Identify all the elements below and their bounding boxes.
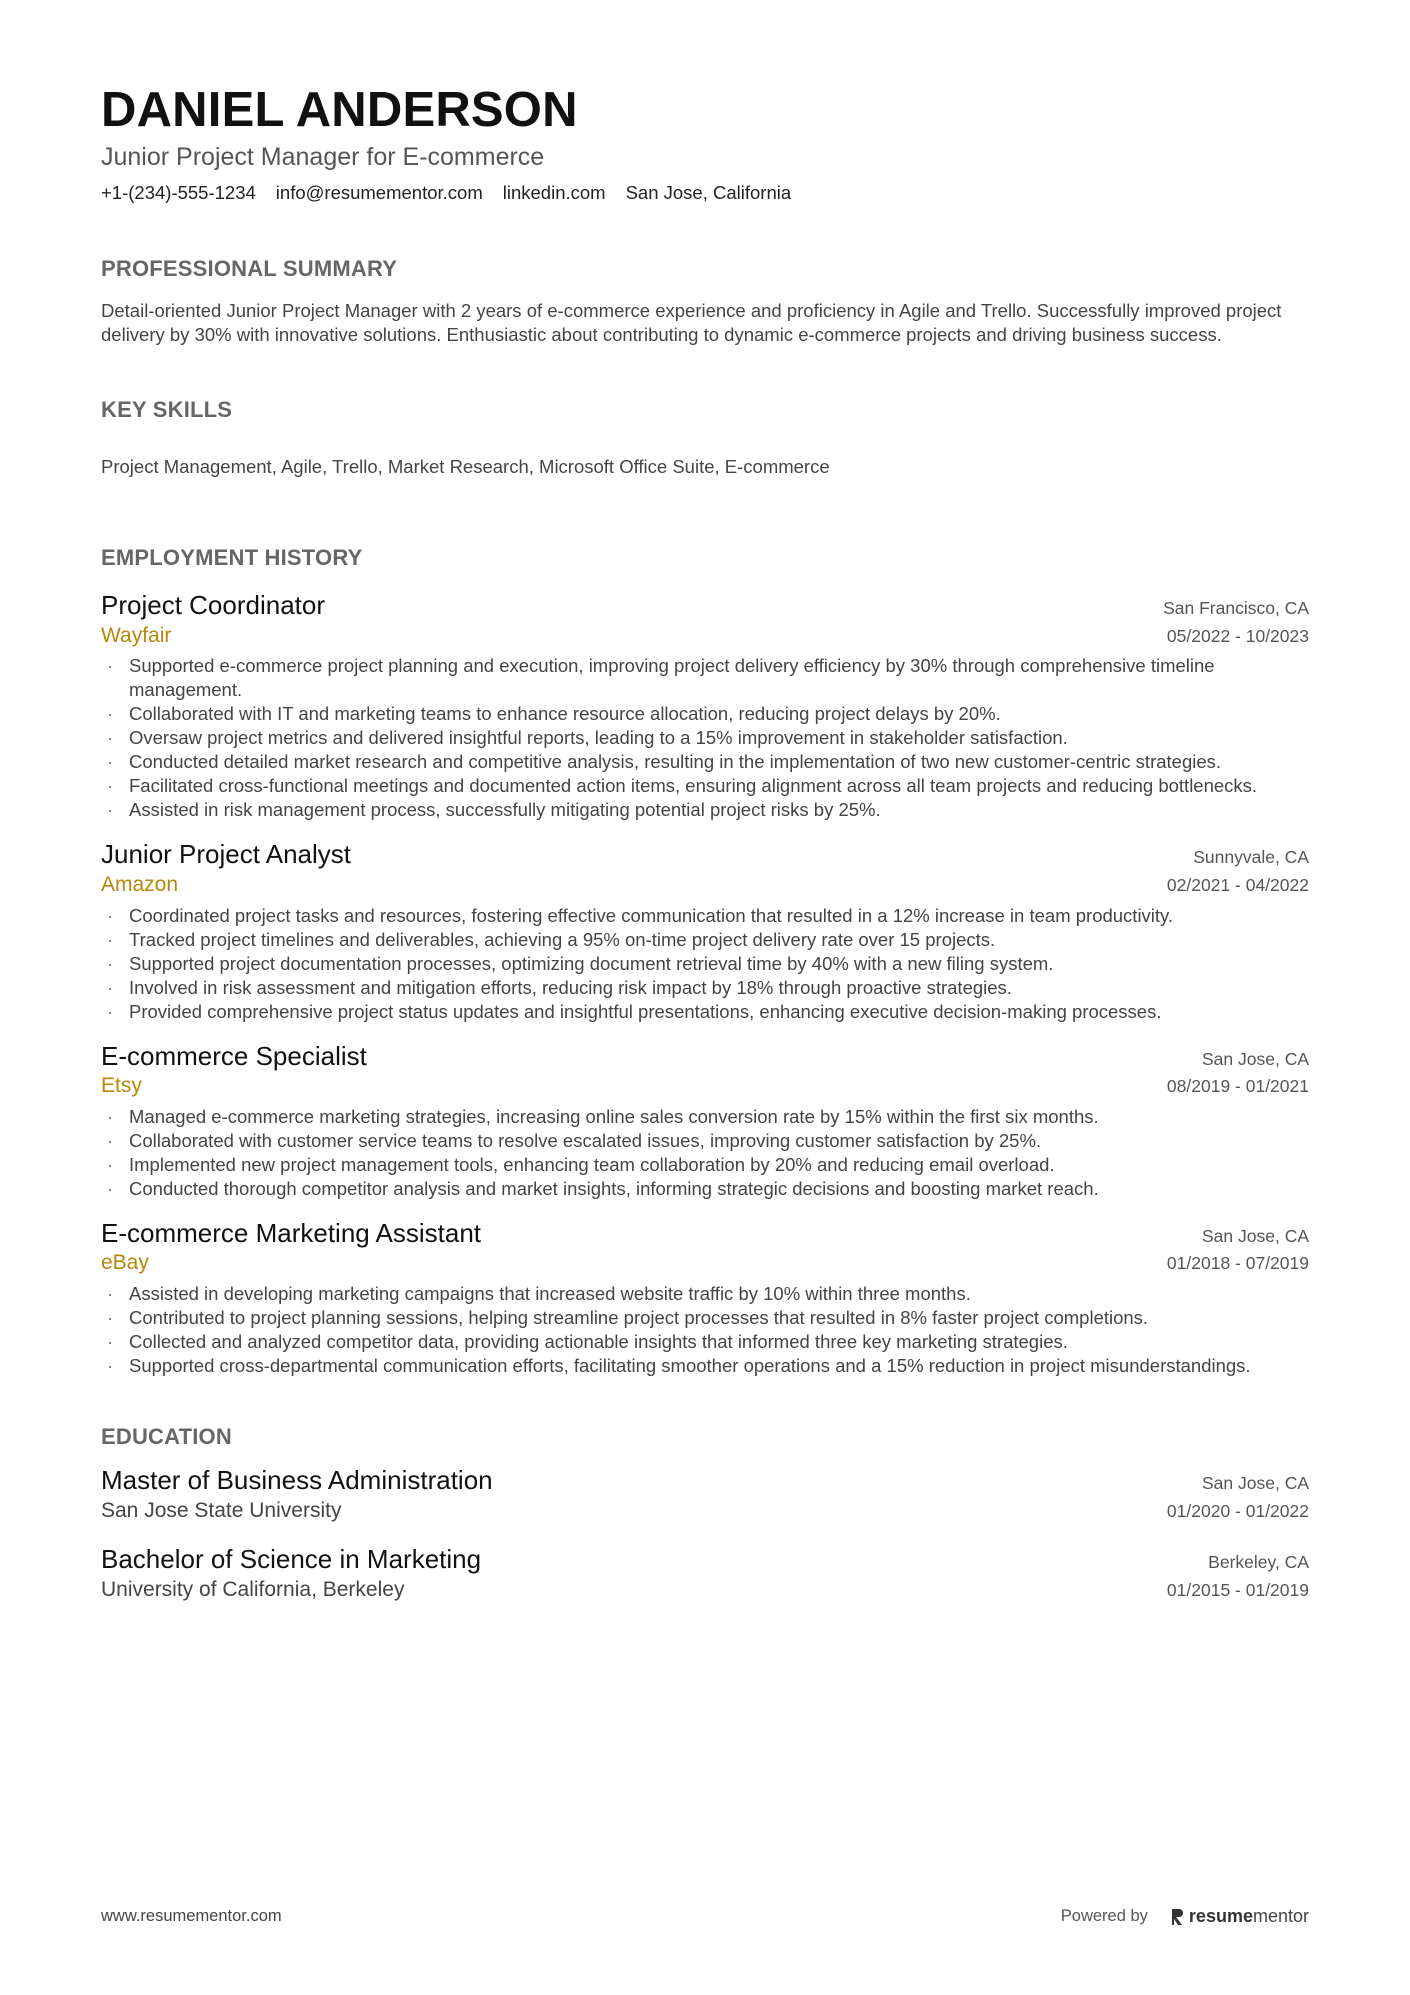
job-entry: [101, 1219, 1309, 1378]
contact-info: [101, 182, 1309, 204]
edu-location: Berkeley, CA: [1208, 1551, 1309, 1572]
bullet-item: · Collaborated with IT and marketing teams to enhance resource allocation, reducing project delays by 20%.: [101, 702, 1309, 726]
email[interactable]: info@resumementor.com: [275, 182, 483, 204]
job-location: San Francisco, CA: [1163, 598, 1309, 619]
job-bullets: [101, 904, 1309, 1024]
edu-header-row: [101, 1466, 1309, 1496]
bullet-item: · Oversaw project metrics and delivered insightful reports, leading to a 15% improvement in stakeholder satisfaction.: [101, 726, 1309, 750]
bullet-item: · Implemented new project management tools, enhancing team collaboration by 20% and reducing email overload.: [101, 1153, 1309, 1177]
bullet-item: · Assisted in risk management process, successfully mitigating potential project risks by 25%.: [101, 798, 1309, 822]
brand-logo[interactable]: [1170, 1906, 1309, 1927]
job-subheader-row: [101, 1071, 1309, 1098]
resumementor-logo-icon: [1170, 1908, 1184, 1926]
job-dates: 08/2019 - 01/2021: [1166, 1076, 1309, 1097]
headline: Junior Project Manager for E-commerce: [101, 143, 545, 172]
bullet-item: · Collaborated with customer service teams to resolve escalated issues, improving customer satisfaction by 25%.: [101, 1129, 1309, 1153]
bullet-item: · Provided comprehensive project status updates and insightful presentations, enhancing executive decision-making processes.: [101, 1000, 1309, 1024]
education-heading: EDUCATION: [101, 1423, 232, 1449]
powered-by-label: Powered by: [1060, 1907, 1148, 1925]
company-name: Amazon: [101, 873, 179, 897]
bullet-item: · Collected and analyzed competitor data, providing actionable insights that informed three key marketing strategies.: [101, 1330, 1309, 1354]
bullet-item: · Supported cross-departmental communication efforts, facilitating smoother operations and a 15% reduction in project misunderstandings.: [101, 1354, 1309, 1378]
job-dates: 02/2021 - 04/2022: [1166, 875, 1309, 896]
bullet-item: · Contributed to project planning sessions, helping streamline project processes that resulted in 8% faster project completions.: [101, 1306, 1309, 1330]
edu-dates: 01/2020 - 01/2022: [1166, 1500, 1309, 1521]
job-header-row: [101, 840, 1309, 870]
job-bullets: [101, 1105, 1309, 1201]
education-list: [101, 1466, 1309, 1602]
job-title: E-commerce Specialist: [101, 1040, 367, 1071]
education-entry: [101, 1466, 1309, 1523]
bullet-item: · Managed e-commerce marketing strategies, increasing online sales conversion rate by 15% within the first six months.: [101, 1105, 1309, 1129]
employment-heading: EMPLOYMENT HISTORY: [101, 545, 363, 571]
job-bullets: [101, 654, 1309, 822]
job-title: Junior Project Analyst: [101, 839, 352, 870]
bullet-item: · Coordinated project tasks and resources, fostering effective communication that resulted in a 12% increase in team productivity.: [101, 904, 1309, 928]
job-entry: [101, 840, 1309, 1023]
job-entry: [101, 591, 1309, 822]
bullet-item: · Conducted detailed market research and competitive analysis, resulting in the implementation of two new customer-centric strategies.: [101, 750, 1309, 774]
school-name: University of California, Berkeley: [101, 1577, 405, 1601]
brand-bold: resume: [1188, 1906, 1253, 1926]
job-entry: [101, 1042, 1309, 1201]
school-name: San Jose State University: [101, 1498, 342, 1522]
edu-subheader-row: [101, 1496, 1309, 1523]
summary-text: Detail-oriented Junior Project Manager with 2 years of e-commerce experience and proficiency in Agile and Trello. Successfully improved project delivery by 30% with innovative solutions. Enthusiastic about contributing to dynamic e-commerce projects and driving business success.: [101, 300, 1282, 346]
phone: +1-(234)-555-1234: [101, 182, 256, 204]
footer-url[interactable]: www.resumementor.com: [101, 1907, 282, 1925]
bullet-item: · Facilitated cross-functional meetings and documented action items, ensuring alignment across all team projects and reducing bottlenecks.: [101, 774, 1309, 798]
footer: [101, 1906, 1309, 1927]
job-dates: 01/2018 - 07/2019: [1166, 1253, 1309, 1274]
job-location: San Jose, CA: [1202, 1225, 1309, 1246]
powered-by: [1061, 1906, 1309, 1927]
job-header-row: [101, 1042, 1309, 1072]
bullet-item: · Tracked project timelines and deliverables, achieving a 95% on-time project delivery rate over 15 projects.: [101, 928, 1309, 952]
job-bullets: [101, 1282, 1309, 1378]
degree: Master of Business Administration: [101, 1464, 493, 1495]
job-subheader-row: [101, 870, 1309, 897]
bullet-item: · Supported project documentation processes, optimizing document retrieval time by 40% with a new filing system.: [101, 952, 1309, 976]
bullet-item: · Conducted thorough competitor analysis and market insights, informing strategic decisions and boosting market reach.: [101, 1177, 1309, 1201]
bullet-item: · Assisted in developing marketing campaigns that increased website traffic by 10% within three months.: [101, 1282, 1309, 1306]
skills-text: Project Management, Agile, Trello, Market Research, Microsoft Office Suite, E-commerce: [101, 456, 830, 478]
job-subheader-row: [101, 621, 1309, 648]
edu-subheader-row: [101, 1575, 1309, 1602]
brand-light: mentor: [1252, 1906, 1309, 1926]
location: San Jose, California: [625, 182, 792, 204]
job-subheader-row: [101, 1248, 1309, 1275]
job-list: [101, 591, 1309, 1377]
company-name: eBay: [101, 1251, 149, 1275]
job-title: E-commerce Marketing Assistant: [101, 1217, 482, 1248]
job-dates: 05/2022 - 10/2023: [1166, 626, 1309, 647]
degree: Bachelor of Science in Marketing: [101, 1543, 482, 1574]
edu-dates: 01/2015 - 01/2019: [1166, 1579, 1309, 1600]
bullet-item: · Involved in risk assessment and mitigation efforts, reducing risk impact by 18% through proactive strategies.: [101, 976, 1309, 1000]
job-location: Sunnyvale, CA: [1193, 847, 1309, 868]
education-entry: [101, 1545, 1309, 1602]
company-name: Wayfair: [101, 624, 172, 648]
job-header-row: [101, 1219, 1309, 1249]
edu-location: San Jose, CA: [1202, 1472, 1309, 1493]
candidate-name: DANIEL ANDERSON: [101, 83, 578, 137]
edu-header-row: [101, 1545, 1309, 1575]
company-name: Etsy: [101, 1074, 142, 1098]
linkedin[interactable]: linkedin.com: [502, 182, 606, 204]
job-title: Project Coordinator: [101, 590, 325, 621]
job-header-row: [101, 591, 1309, 621]
bullet-item: · Supported e-commerce project planning and execution, improving project delivery efficiency by 30% through comprehensive timeline management.: [101, 654, 1309, 702]
skills-heading: KEY SKILLS: [101, 397, 233, 423]
summary-heading: PROFESSIONAL SUMMARY: [101, 256, 398, 282]
job-location: San Jose, CA: [1202, 1048, 1309, 1069]
